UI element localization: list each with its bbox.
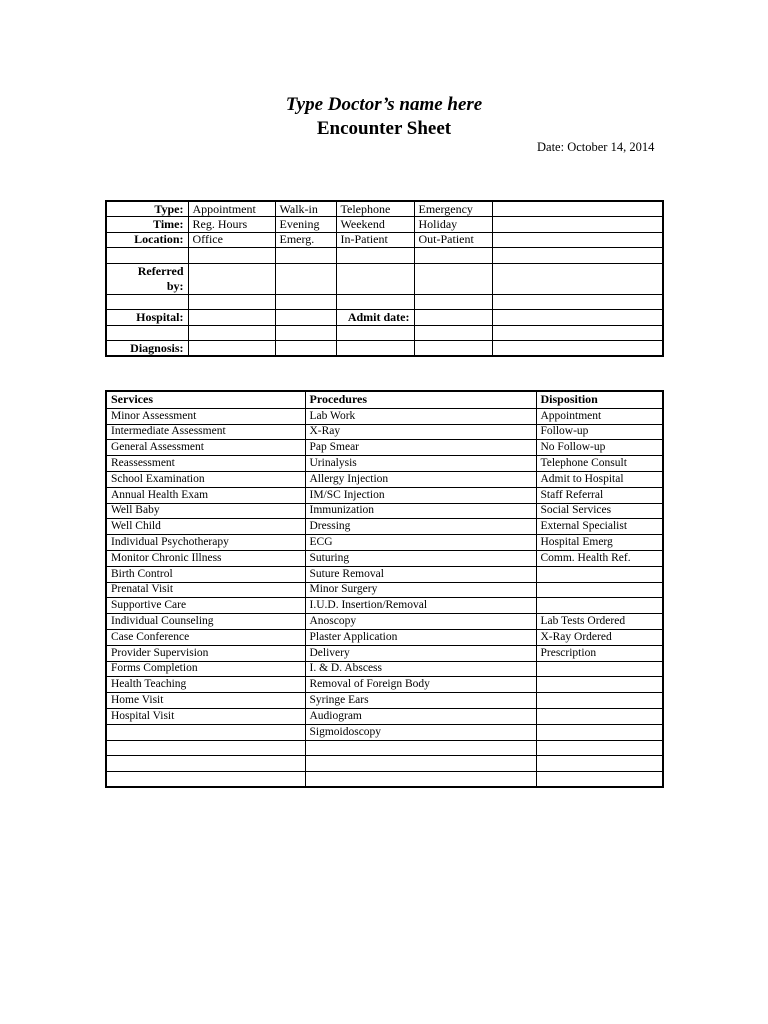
blank-cell[interactable] — [188, 294, 275, 310]
location-option-cell[interactable]: Out-Patient — [414, 232, 492, 248]
procedure-cell[interactable]: ECG — [305, 535, 536, 551]
disposition-cell[interactable]: Telephone Consult — [536, 456, 663, 472]
time-option-cell[interactable] — [492, 217, 663, 233]
blank-cell[interactable] — [414, 294, 492, 310]
service-cell[interactable]: Intermediate Assessment — [106, 424, 305, 440]
table-row — [106, 503, 663, 519]
procedure-cell[interactable]: Lab Work — [305, 408, 536, 424]
referred-by-field[interactable] — [336, 263, 414, 294]
disposition-cell[interactable]: External Specialist — [536, 519, 663, 535]
table-row — [106, 535, 663, 551]
procedure-cell[interactable]: I. & D. Abscess — [305, 661, 536, 677]
disposition-cell[interactable] — [536, 677, 663, 693]
blank-cell[interactable] — [106, 325, 188, 341]
blank-cell[interactable] — [492, 248, 663, 264]
referred-label-line2: by: — [166, 278, 184, 293]
blank-cell[interactable] — [336, 325, 414, 341]
type-option-cell[interactable]: Telephone — [336, 201, 414, 217]
service-cell[interactable]: Birth Control — [106, 566, 305, 582]
disposition-cell[interactable]: No Follow-up — [536, 440, 663, 456]
blank-cell[interactable] — [492, 325, 663, 341]
table-row — [106, 598, 663, 614]
disposition-header: Disposition — [536, 391, 663, 408]
table-row — [106, 629, 663, 645]
location-label: Location: — [106, 232, 188, 248]
referred-by-field[interactable] — [492, 263, 663, 294]
time-label: Time: — [106, 217, 188, 233]
services-procedures-disposition-table — [105, 390, 664, 788]
disposition-cell[interactable]: X-Ray Ordered — [536, 629, 663, 645]
procedure-cell[interactable]: Plaster Application — [305, 629, 536, 645]
referred-by-field[interactable] — [414, 263, 492, 294]
blank-cell[interactable] — [336, 294, 414, 310]
disposition-cell[interactable] — [536, 772, 663, 788]
disposition-cell[interactable]: Prescription — [536, 645, 663, 661]
table-row — [106, 408, 663, 424]
time-option-cell[interactable]: Holiday — [414, 217, 492, 233]
procedure-cell[interactable]: Dressing — [305, 519, 536, 535]
service-cell[interactable]: Well Child — [106, 519, 305, 535]
service-cell[interactable]: Individual Counseling — [106, 614, 305, 630]
table-row — [106, 550, 663, 566]
service-cell[interactable] — [106, 772, 305, 788]
type-option-cell[interactable]: Walk-in — [275, 201, 336, 217]
disposition-cell[interactable] — [536, 756, 663, 772]
service-cell[interactable] — [106, 756, 305, 772]
disposition-cell[interactable] — [536, 724, 663, 740]
blank-cell[interactable] — [336, 248, 414, 264]
procedure-cell[interactable]: IM/SC Injection — [305, 487, 536, 503]
procedure-cell[interactable]: Delivery — [305, 645, 536, 661]
admit-date-label: Admit date: — [336, 310, 414, 326]
service-cell[interactable]: Forms Completion — [106, 661, 305, 677]
disposition-cell[interactable]: Lab Tests Ordered — [536, 614, 663, 630]
disposition-cell[interactable] — [536, 661, 663, 677]
type-option-cell[interactable] — [492, 201, 663, 217]
service-cell[interactable]: Home Visit — [106, 693, 305, 709]
procedure-cell[interactable]: Allergy Injection — [305, 471, 536, 487]
time-option-cell[interactable]: Weekend — [336, 217, 414, 233]
admit-date-field[interactable] — [492, 310, 663, 326]
service-cell[interactable]: Reassessment — [106, 456, 305, 472]
service-cell[interactable] — [106, 724, 305, 740]
disposition-cell[interactable] — [536, 708, 663, 724]
procedure-cell[interactable]: Anoscopy — [305, 614, 536, 630]
blank-cell[interactable] — [106, 294, 188, 310]
procedure-cell[interactable]: I.U.D. Insertion/Removal — [305, 598, 536, 614]
blank-cell[interactable] — [414, 248, 492, 264]
table-row — [106, 677, 663, 693]
procedure-cell[interactable]: Syringe Ears — [305, 693, 536, 709]
procedure-cell[interactable]: Suturing — [305, 550, 536, 566]
sheet-title: Encounter Sheet — [316, 118, 452, 139]
disposition-cell[interactable] — [536, 740, 663, 756]
disposition-cell[interactable] — [536, 582, 663, 598]
procedure-cell[interactable]: Audiogram — [305, 708, 536, 724]
table-row — [106, 487, 663, 503]
time-option-cell[interactable]: Evening — [275, 217, 336, 233]
procedure-cell[interactable] — [305, 772, 536, 788]
disposition-cell[interactable]: Staff Referral — [536, 487, 663, 503]
blank-cell[interactable] — [414, 325, 492, 341]
blank-row — [106, 248, 663, 264]
time-row — [106, 217, 663, 233]
procedure-cell[interactable]: Sigmoidoscopy — [305, 724, 536, 740]
procedure-cell[interactable] — [305, 756, 536, 772]
location-row — [106, 232, 663, 248]
table-row — [106, 456, 663, 472]
disposition-cell[interactable]: Appointment — [536, 408, 663, 424]
service-cell[interactable]: Provider Supervision — [106, 645, 305, 661]
table-row — [106, 772, 663, 788]
table-row — [106, 661, 663, 677]
hospital-field[interactable] — [188, 310, 275, 326]
service-cell[interactable]: Case Conference — [106, 629, 305, 645]
table-row — [106, 614, 663, 630]
table-row — [106, 440, 663, 456]
service-cell[interactable]: Well Baby — [106, 503, 305, 519]
type-option-cell[interactable]: Emergency — [414, 201, 492, 217]
referred-label-line1: Referred — [137, 263, 184, 278]
admit-date-field[interactable] — [414, 310, 492, 326]
hospital-field[interactable] — [275, 310, 336, 326]
disposition-cell[interactable]: Follow-up — [536, 424, 663, 440]
service-cell[interactable]: Minor Assessment — [106, 408, 305, 424]
services-header: Services — [106, 391, 305, 408]
services-table-body — [106, 408, 663, 787]
table-row — [106, 566, 663, 582]
date-text: Date: October 14, 2014 — [537, 140, 655, 154]
type-option-cell[interactable]: Appointment — [188, 201, 275, 217]
disposition-cell[interactable]: Admit to Hospital — [536, 471, 663, 487]
disposition-cell[interactable] — [536, 693, 663, 709]
blank-row — [106, 294, 663, 310]
type-label: Type: — [106, 201, 188, 217]
procedure-cell[interactable]: Suture Removal — [305, 566, 536, 582]
table-row — [106, 708, 663, 724]
blank-cell[interactable] — [275, 294, 336, 310]
referred-by-row — [106, 263, 663, 294]
service-cell[interactable]: Annual Health Exam — [106, 487, 305, 503]
diagnosis-field[interactable] — [492, 341, 663, 357]
blank-cell[interactable] — [106, 248, 188, 264]
procedure-cell[interactable]: Immunization — [305, 503, 536, 519]
disposition-cell[interactable] — [536, 566, 663, 582]
type-row — [106, 201, 663, 217]
procedure-cell[interactable]: Pap Smear — [305, 440, 536, 456]
procedure-cell[interactable]: X-Ray — [305, 424, 536, 440]
service-cell[interactable]: Hospital Visit — [106, 708, 305, 724]
disposition-cell[interactable]: Hospital Emerg — [536, 535, 663, 551]
service-cell[interactable]: General Assessment — [106, 440, 305, 456]
diagnosis-field[interactable] — [336, 341, 414, 357]
procedure-cell[interactable] — [305, 740, 536, 756]
procedure-cell[interactable]: Urinalysis — [305, 456, 536, 472]
service-cell[interactable]: Monitor Chronic Illness — [106, 550, 305, 566]
diagnosis-label: Diagnosis: — [106, 341, 188, 357]
table-row — [106, 424, 663, 440]
table-row — [106, 693, 663, 709]
location-option-cell[interactable]: In-Patient — [336, 232, 414, 248]
diagnosis-row — [106, 341, 663, 357]
blank-cell[interactable] — [188, 248, 275, 264]
service-cell[interactable]: Individual Psychotherapy — [106, 535, 305, 551]
procedures-header: Procedures — [305, 391, 536, 408]
blank-cell[interactable] — [275, 325, 336, 341]
procedure-cell[interactable]: Minor Surgery — [305, 582, 536, 598]
doctor-name-heading: Type Doctor’s name here — [285, 94, 483, 115]
disposition-cell[interactable]: Social Services — [536, 503, 663, 519]
service-cell[interactable]: School Examination — [106, 471, 305, 487]
service-cell[interactable]: Health Teaching — [106, 677, 305, 693]
service-cell[interactable]: Prenatal Visit — [106, 582, 305, 598]
blank-row — [106, 325, 663, 341]
referred-by-field[interactable] — [188, 263, 275, 294]
referred-by-field[interactable] — [275, 263, 336, 294]
service-cell[interactable] — [106, 740, 305, 756]
diagnosis-field[interactable] — [275, 341, 336, 357]
disposition-cell[interactable] — [536, 598, 663, 614]
service-cell[interactable]: Supportive Care — [106, 598, 305, 614]
blank-cell[interactable] — [188, 325, 275, 341]
diagnosis-field[interactable] — [188, 341, 275, 357]
disposition-cell[interactable]: Comm. Health Ref. — [536, 550, 663, 566]
table-row — [106, 582, 663, 598]
table-row — [106, 471, 663, 487]
table-row — [106, 519, 663, 535]
procedure-cell[interactable]: Removal of Foreign Body — [305, 677, 536, 693]
location-option-cell[interactable] — [492, 232, 663, 248]
diagnosis-field[interactable] — [414, 341, 492, 357]
table-row — [106, 756, 663, 772]
table-row — [106, 740, 663, 756]
encounter-info-table — [105, 200, 664, 357]
services-header-row — [106, 391, 663, 408]
hospital-label: Hospital: — [106, 310, 188, 326]
table-row — [106, 724, 663, 740]
blank-cell[interactable] — [275, 248, 336, 264]
referred-by-label — [106, 263, 188, 294]
location-option-cell[interactable]: Office — [188, 232, 275, 248]
time-option-cell[interactable]: Reg. Hours — [188, 217, 275, 233]
table-row — [106, 645, 663, 661]
blank-cell[interactable] — [492, 294, 663, 310]
hospital-row — [106, 310, 663, 326]
location-option-cell[interactable]: Emerg. — [275, 232, 336, 248]
